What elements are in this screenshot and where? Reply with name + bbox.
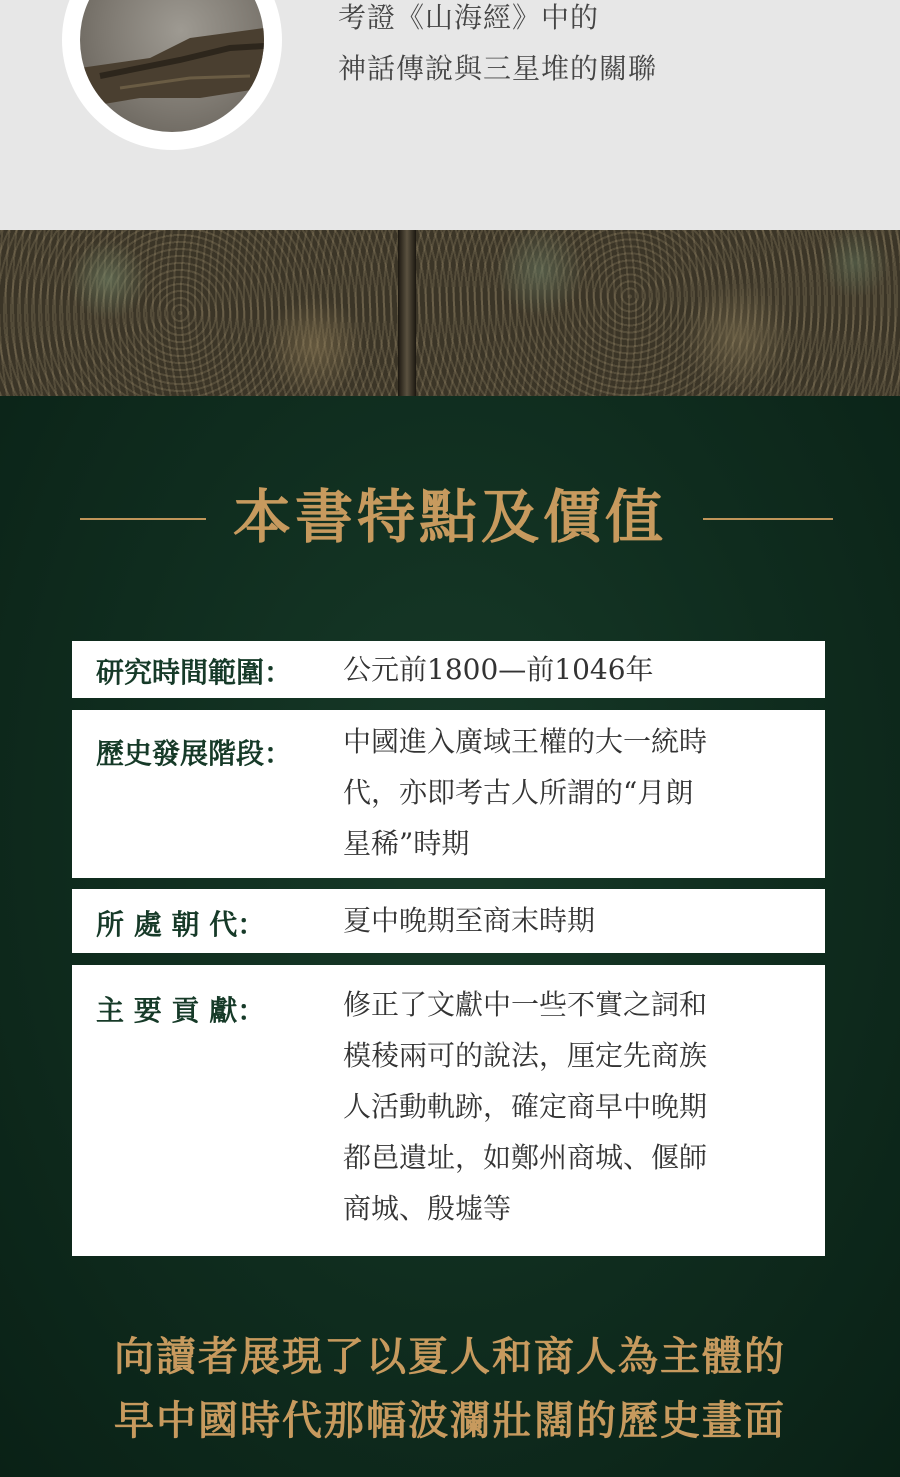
- card-value: [343, 895, 773, 946]
- closing-statement: [0, 1325, 900, 1453]
- intro-text: [338, 0, 657, 94]
- card-value-line: 代，亦即考古人所謂的“月朗: [343, 776, 694, 809]
- card-label: 研究時間範圍：: [96, 656, 293, 689]
- closing-line: 向讀者展現了以夏人和商人為主體的: [114, 1334, 786, 1380]
- card-value-line: 公元前1800—前1046年: [343, 653, 654, 686]
- card-value-line: 模稜兩可的說法，厘定先商族: [343, 1039, 708, 1072]
- card-value-line: 都邑遺址，如鄭州商城、偃師: [343, 1141, 708, 1174]
- card-value: [343, 644, 773, 695]
- card-value-line: 人活動軌跡，確定商早中晚期: [343, 1090, 708, 1123]
- card-value-line: 夏中晚期至商末時期: [343, 904, 596, 937]
- card-value-line: 修正了文獻中一些不實之詞和: [343, 988, 708, 1021]
- card-value: [343, 716, 773, 869]
- bronze-artifact-image: [80, 0, 264, 132]
- card-value: [343, 979, 773, 1234]
- closing-line: 早中國時代那幅波瀾壯闊的歷史畫面: [114, 1398, 786, 1444]
- info-card-contribution: [72, 965, 825, 1256]
- info-card-dynasty: [72, 889, 825, 953]
- card-value-line: 中國進入廣域王權的大一統時: [343, 725, 708, 758]
- artifact-photo-frame: [62, 0, 282, 150]
- info-card-stage: [72, 710, 825, 878]
- intro-line: 神話傳說與三星堆的關聯: [338, 52, 658, 85]
- info-card-time-range: [72, 641, 825, 698]
- bronze-texture-banner: [0, 230, 900, 396]
- card-label: 所 處 朝 代：: [96, 908, 266, 941]
- card-label: 主 要 貢 獻：: [96, 994, 266, 1027]
- card-value-line: 商城、殷墟等: [343, 1192, 512, 1225]
- intro-line: 考證《山海經》中的: [338, 1, 600, 34]
- card-label: 歷史發展階段：: [96, 737, 293, 770]
- features-section: [0, 396, 900, 1477]
- section-heading: 本書特點及價值: [232, 483, 667, 551]
- card-value-line: 星稀”時期: [343, 827, 470, 860]
- bronze-seam: [398, 230, 416, 396]
- top-band: [0, 0, 900, 230]
